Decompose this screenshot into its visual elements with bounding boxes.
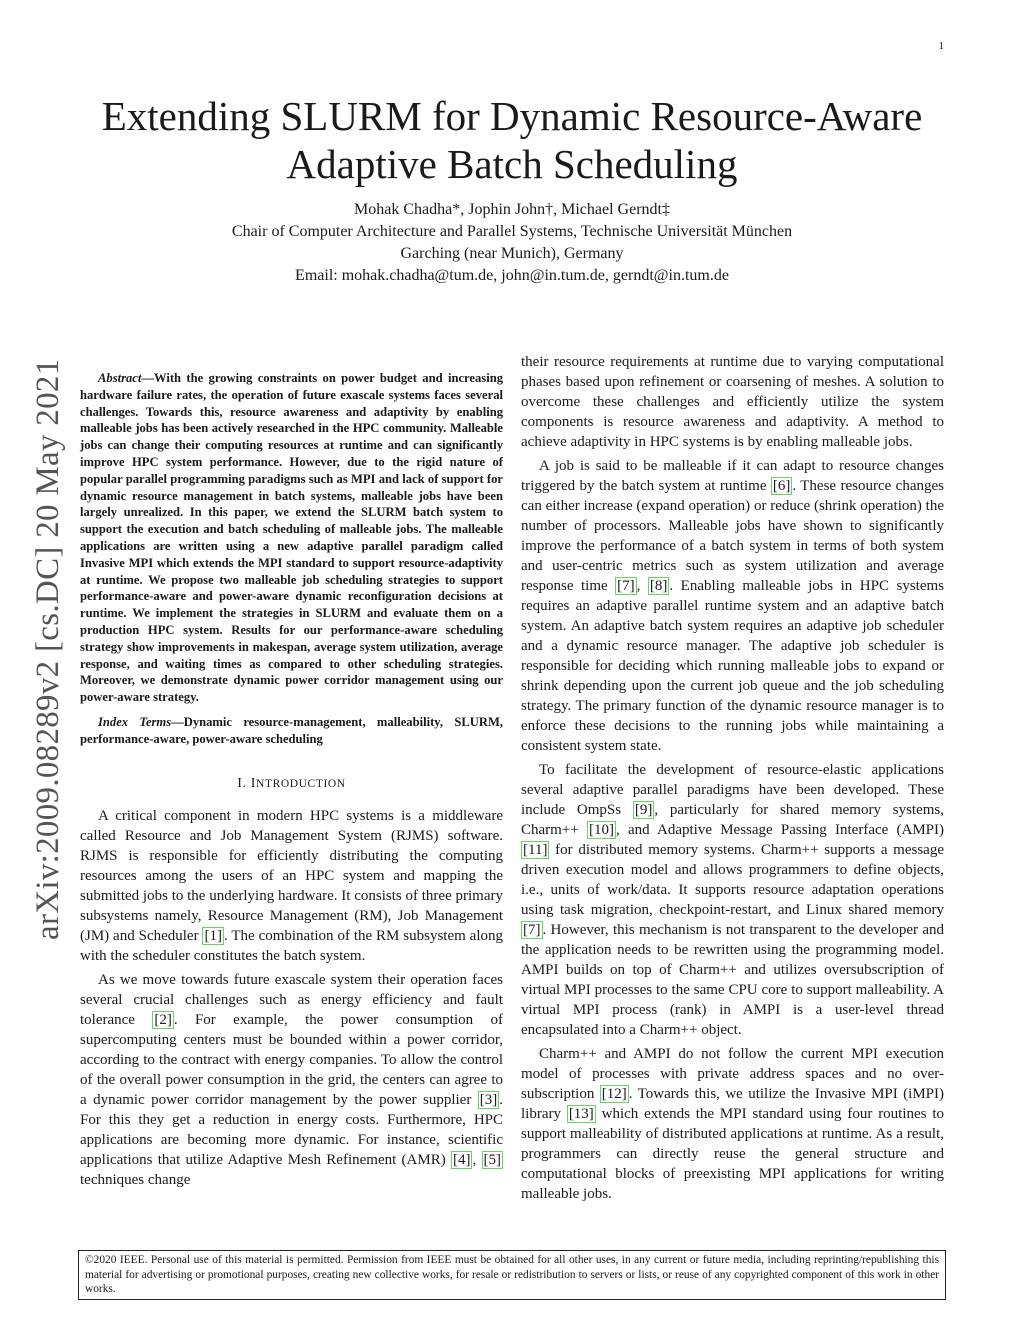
citation-link[interactable]: [5] <box>483 1151 502 1168</box>
text-run: . These resource changes can either increase (expand operation) or reduce (shrink operation) the number of processors. Malleable jobs have shown to significantly improve the performance of a batch system in terms of both system and user-centric metrics such as system utilization and average response time <box>521 478 944 594</box>
text-run: A critical component in modern HPC systems is a middleware called Resource and Job Management System (RJMS) software. RJMS is responsible for efficiently distributing the computing resources among the users of an HPC system and mapping the submitted jobs to the underlying hardware. It consists of three primary subsystems namely, Resource Management (RM), Job Management (JM) and Scheduler <box>80 807 503 944</box>
left-column <box>80 352 503 1194</box>
author-names: Mohak Chadha*, Jophin John†, Michael Gerndt‡ <box>354 201 670 218</box>
citation-link[interactable]: [8] <box>649 578 668 594</box>
citation-link[interactable]: [4] <box>452 1151 471 1168</box>
intro-paragraph-1 <box>80 806 503 966</box>
citation-link[interactable]: [12] <box>601 1086 627 1102</box>
text-run: To facilitate the development of resource-elastic applications several adaptive parallel paradigms have been developed. These include OmpSs <box>521 762 944 818</box>
text-run: A job is said to be malleable if it can adapt to resource changes triggered by the batch system at runtime <box>521 458 944 494</box>
citation-link[interactable]: [2] <box>154 1011 172 1028</box>
text-run: . However, this mechanism is not transparent to the developer and the application needs to be rewritten using the programming model. AMPI builds on top of Charm++ and utilizes oversubscription of virtual MPI processes to the same CPU core to support malleability. A virtual MPI process (rank) in AMPI is a user-level thread encapsulated into a Charm++ object. <box>521 922 944 1038</box>
section-heading-introduction <box>80 774 503 794</box>
section-title-initial: I <box>250 775 257 791</box>
intro-paragraph-3 <box>521 456 944 756</box>
arxiv-identifier: arXiv:2009.08289v2 [cs.DC] 20 May 2021 <box>30 358 66 940</box>
author-affiliation: Chair of Computer Architecture and Parallel Systems, Technische Universität München <box>231 223 793 240</box>
abstract-label: Abstract <box>98 371 142 385</box>
intro-paragraph-2 <box>80 970 503 1190</box>
text-run: . Towards this, we utilize the Invasive MPI (iMPI) library <box>521 1086 944 1122</box>
text-run: techniques change <box>80 1171 191 1188</box>
title-line-2: Adaptive Batch Scheduling <box>286 141 738 187</box>
text-run: Charm++ and AMPI do not follow the current MPI execution model of processes with private address spaces and no over-subscription <box>521 1046 944 1102</box>
intro-paragraph-2-continued: their resource requirements at runtime due to varying computational phases based upon refinement or coarsening of meshes. A solution to overcome these challenges and efficiently utilize the system components is resource awareness and adaptivity. A method to achieve adaptivity in HPC systems is by enabling malleable jobs. <box>521 354 944 450</box>
index-terms <box>80 714 503 748</box>
index-terms-text: —Dynamic resource-management, malleability, SLURM, performance-aware, power-aware scheduling <box>80 714 503 746</box>
text-run: . The combination of the RM subsystem along with the scheduler constitutes the batch system. <box>80 927 503 964</box>
citation-link[interactable]: [3] <box>479 1091 498 1108</box>
citation-link[interactable]: [6] <box>772 478 791 494</box>
text-run: , <box>636 578 648 594</box>
citation-link[interactable]: [13] <box>568 1106 594 1122</box>
text-run: which extends the MPI standard using four routines to support malleability of distributed applications at runtime. As a result, programmers can directly reuse the general structure and computational blocks of preexisting MPI applications for writing malleable jobs. <box>521 1106 945 1202</box>
author-location: Garching (near Munich), Germany <box>400 245 624 262</box>
text-run: , <box>472 1151 482 1168</box>
intro-paragraph-4 <box>521 760 944 1040</box>
section-number: I. <box>237 775 247 791</box>
abstract <box>80 370 503 706</box>
author-emails: Email: mohak.chadha@tum.de, john@in.tum.de, gerndt@in.tum.de <box>295 267 729 284</box>
page-number: 1 <box>938 40 944 52</box>
text-run: . For this they get a reduction in energy costs. Furthermore, HPC applications are becoming more dynamic. For instance, scientific applications that utilize Adaptive Mesh Refinement (AMR) <box>80 1091 503 1168</box>
paper-title <box>80 92 944 188</box>
citation-link[interactable]: [11] <box>523 842 548 858</box>
citation-link[interactable]: [10] <box>588 822 614 838</box>
copyright-notice: ©2020 IEEE. Personal use of this material is permitted. Permission from IEEE must be obtained for all other uses, in any current or future media, including reprinting/republishing this material for advertising or promotional purposes, creating new collective works, for resale or redistribution to servers or lists, or reuse of any copyrighted component of this work in other works. <box>78 1250 946 1300</box>
text-run: , particularly for shared memory systems, Charm++ <box>521 802 944 838</box>
right-column <box>521 352 944 1208</box>
author-block <box>80 199 944 287</box>
section-title-rest: NTRODUCTION <box>256 777 346 790</box>
text-run: . For example, the power consumption of supercomputing centers must be bounded within a power corridor, according to the contract with energy companies. To allow the control of the overall power consumption in the grid, the centers can agree to a dynamic power corridor management by the power supplier <box>80 1011 504 1108</box>
text-run: . Enabling malleable jobs in HPC systems requires an adaptive parallel runtime system and an adaptive batch system. An adaptive batch system requires an adaptive job scheduler and a dynamic resource manager. The adaptive job scheduler is responsible for deciding which running malleable jobs to expand or shrink depending upon the current job queue and the job scheduling strategy. The primary function of the dynamic resource manager is to enforce these decisions to the running jobs while maintaining a consistent system state. <box>521 578 944 754</box>
intro-paragraph-5 <box>521 1044 944 1204</box>
index-terms-label: Index Terms <box>98 714 172 729</box>
citation-link[interactable]: [1] <box>204 927 222 944</box>
text-run: , and Adaptive Message Passing Interface (AMPI) <box>615 822 945 838</box>
title-line-1: Extending SLURM for Dynamic Resource-Aware <box>101 93 923 139</box>
citation-link[interactable]: [9] <box>634 802 653 818</box>
citation-link[interactable]: [7] <box>617 578 635 594</box>
abstract-text: —With the growing constraints on power budget and increasing hardware failure rates, the operation of future exascale systems faces several challenges. Towards this, resource awareness and adaptivity by enabling malleable jobs has been actively researched in the HPC community. Malleable jobs can change their computing resources at runtime and can significantly improve HPC system performance. However, due to the rigid nature of popular parallel programming paradigms such as MPI and lack of support for dynamic resource management in batch systems, malleable jobs have been largely unrealized. In this paper, we extend the SLURM batch system to support the execution and batch scheduling of malleable jobs. The malleable applications are written using a new adaptive parallel paradigm called Invasive MPI which extends the MPI standard to support resource-adaptivity at runtime. We propose two malleable job scheduling strategies to support performance-aware and power-aware dynamic reconfiguration decisions at runtime. We implement the strategies in SLURM and evaluate them on a production HPC system. Results for our performance-aware scheduling strategy show improvements in makespan, average system utilization, average response, and waiting times as compared to other scheduling strategies. Moreover, we demonstrate dynamic power corridor management using our power-aware strategy. <box>80 371 503 705</box>
text-run: As we move towards future exascale system their operation faces several crucial challenges such as energy efficiency and fault tolerance <box>80 971 503 1028</box>
citation-link[interactable]: [7] <box>523 922 541 938</box>
text-run: for distributed memory systems. Charm++ supports a message driven execution model and allows programmers to define objects, i.e., units of work/data. It supports resource adaptation operations using task migration, checkpoint-restart, and Linux shared memory <box>521 842 944 918</box>
